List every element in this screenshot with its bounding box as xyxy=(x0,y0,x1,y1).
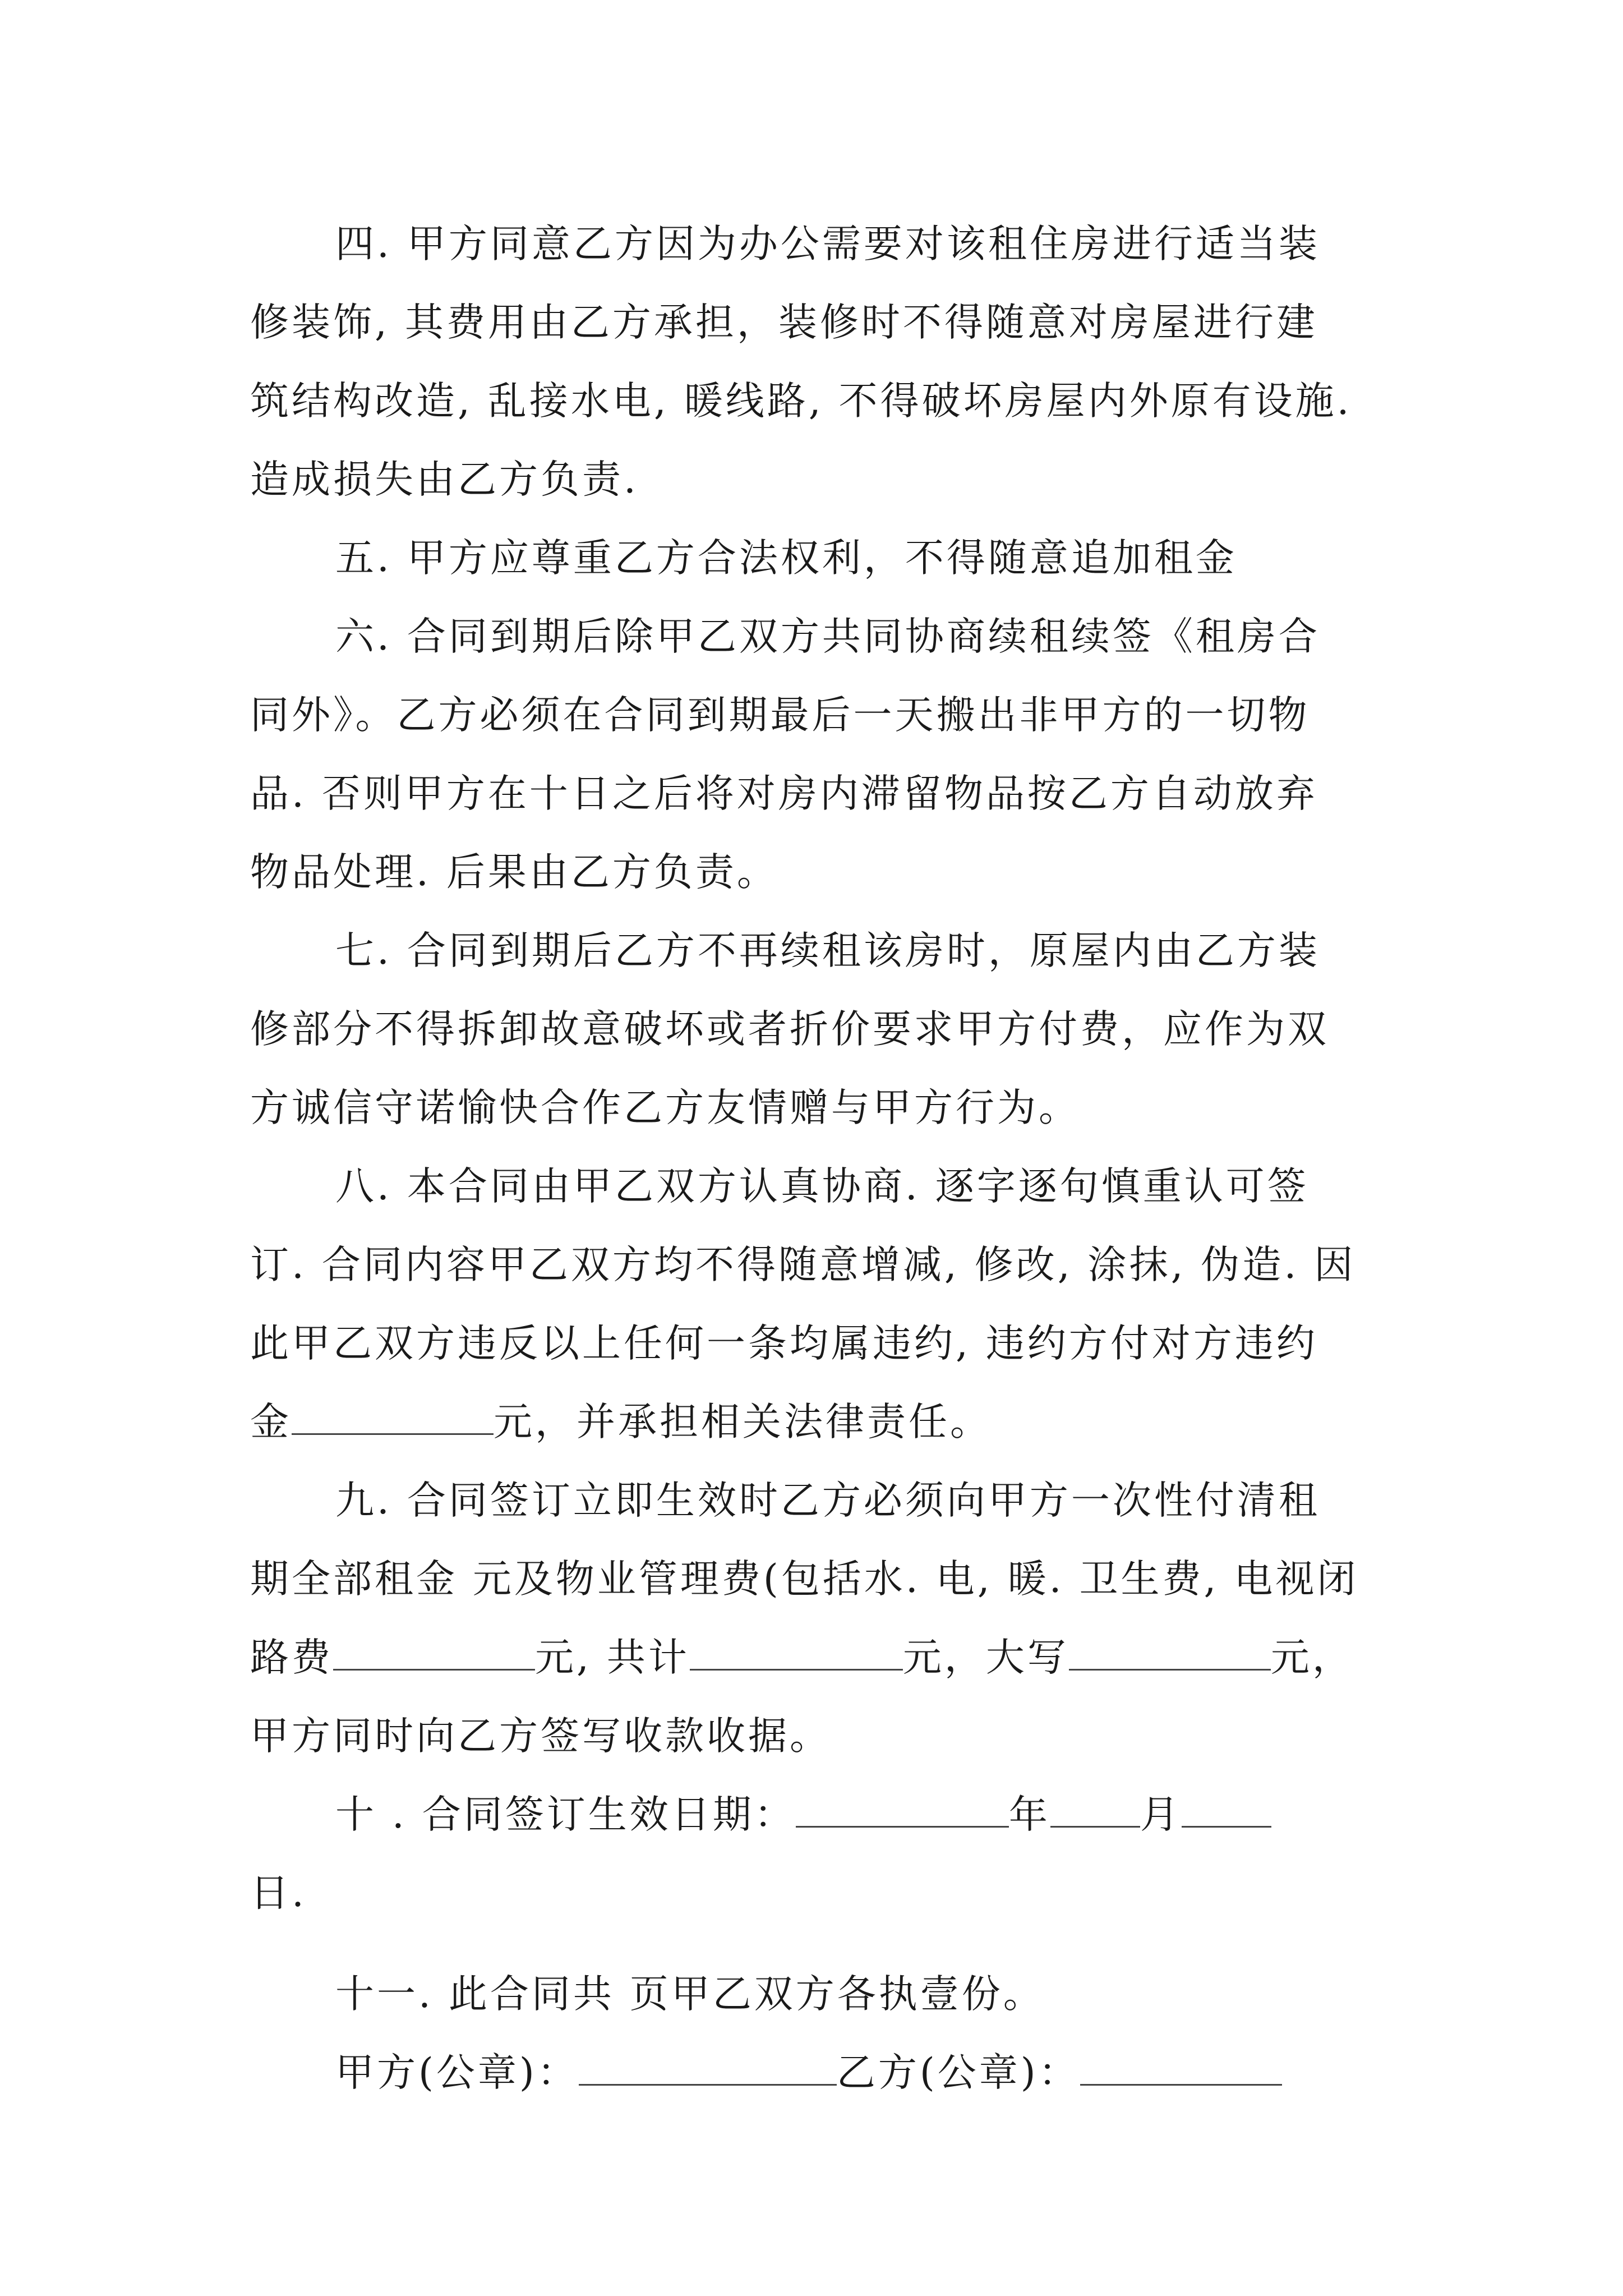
clause-8 xyxy=(250,1147,1389,1461)
clause-4-line-3: 筑结构改造, 乱接水电, 暖线路, 不得破坏房屋内外原有设施. xyxy=(250,379,1352,424)
penalty-amount-blank[interactable] xyxy=(292,1401,494,1435)
clause-8-line-2: 订. 合同内容甲乙双方均不得随意增减, 修改, 涂抹, 伪造. 因 xyxy=(250,1243,1356,1287)
clause-8-line-4 xyxy=(250,1383,1389,1461)
clause-10-line-2: 日. xyxy=(250,1871,307,1916)
road-fee-blank[interactable] xyxy=(333,1636,535,1671)
year-label: 年 xyxy=(1008,1792,1050,1837)
clause-11 xyxy=(250,1955,1389,2033)
penalty-prefix: 金 xyxy=(250,1400,292,1444)
clause-9-line-1: 九. 合同签订立即生效时乙方必须向甲方一次性付清租 xyxy=(335,1478,1320,1523)
clause-4 xyxy=(250,205,1389,519)
road-fee-label: 路费 xyxy=(250,1635,333,1680)
clause-9-line-4: 甲方同时向乙方签写收款收据。 xyxy=(250,1714,831,1759)
signature-line xyxy=(250,2033,1389,2112)
total-amount-blank[interactable] xyxy=(690,1636,903,1671)
clause-6-line-3: 品. 否则甲方在十日之后将对房内滞留物品按乙方自动放弃 xyxy=(250,771,1318,816)
party-a-label: 甲方(公章)： xyxy=(335,2050,579,2095)
total-label: 元, 共计 xyxy=(535,1635,690,1680)
capital-label: 元，大写 xyxy=(902,1635,1069,1680)
clause-9-line-2: 期全部租金 元及物业管理费(包括水. 电, 暖. 卫生费, 电视闭 xyxy=(250,1557,1359,1602)
clause-6-line-1: 六. 合同到期后除甲乙双方共同协商续租续签《租房合 xyxy=(335,614,1320,659)
party-b-label: 乙方(公章)： xyxy=(836,2050,1080,2095)
yuan-suffix: 元， xyxy=(1270,1635,1354,1680)
clause-6-line-2: 同外》。乙方必须在合同到期最后一天搬出非甲方的一切物 xyxy=(250,693,1310,738)
clause-8-line-3: 此甲乙双方违反以上任何一条均属违约, 违约方付对方违约 xyxy=(250,1321,1318,1366)
clause-7 xyxy=(250,912,1389,1147)
day-blank[interactable] xyxy=(1182,1793,1271,1828)
effective-date-label: 十 . 合同签订生效日期： xyxy=(335,1792,796,1837)
penalty-suffix: 元，并承担相关法律责任。 xyxy=(494,1400,992,1444)
clause-5-line-1: 五. 甲方应尊重乙方合法权利，不得随意追加租金 xyxy=(335,536,1237,581)
clause-7-line-2: 修部分不得拆卸故意破坏或者折价要求甲方付费，应作为双 xyxy=(250,1007,1329,1052)
party-b-seal-blank[interactable] xyxy=(1080,2051,1282,2086)
month-blank[interactable] xyxy=(1050,1793,1140,1828)
clause-4-line-2: 修装饰, 其费用由乙方承担，装修时不得随意对房屋进行建 xyxy=(250,300,1318,345)
clause-6-line-4: 物品处理. 后果由乙方负责。 xyxy=(250,850,778,895)
clause-6 xyxy=(250,597,1389,912)
clause-8-line-1: 八. 本合同由甲乙双方认真协商. 逐字逐句慎重认可签 xyxy=(335,1164,1309,1209)
clause-4-line-4: 造成损失由乙方负责. xyxy=(250,457,639,502)
clause-5 xyxy=(250,519,1389,597)
year-blank[interactable] xyxy=(796,1793,1009,1828)
party-a-seal-blank[interactable] xyxy=(579,2051,837,2086)
clause-4-line-1: 四. 甲方同意乙方因为办公需要对该租住房进行适当装 xyxy=(335,222,1320,266)
clause-7-line-3: 方诚信守诺愉快合作乙方友情赠与甲方行为。 xyxy=(250,1085,1080,1130)
clause-9 xyxy=(250,1461,1389,1775)
month-label: 月 xyxy=(1140,1792,1182,1837)
clause-7-line-1: 七. 合同到期后乙方不再续租该房时，原屋内由乙方装 xyxy=(335,928,1320,973)
clause-9-line-3 xyxy=(250,1618,1389,1697)
clause-11-line-1: 十一. 此合同共 页甲乙双方各执壹份。 xyxy=(335,1972,1045,2017)
capital-amount-blank[interactable] xyxy=(1069,1636,1271,1671)
contract-body xyxy=(250,205,1389,2112)
clause-10 xyxy=(250,1775,1389,1932)
clause-10-line-1 xyxy=(250,1775,1389,1854)
